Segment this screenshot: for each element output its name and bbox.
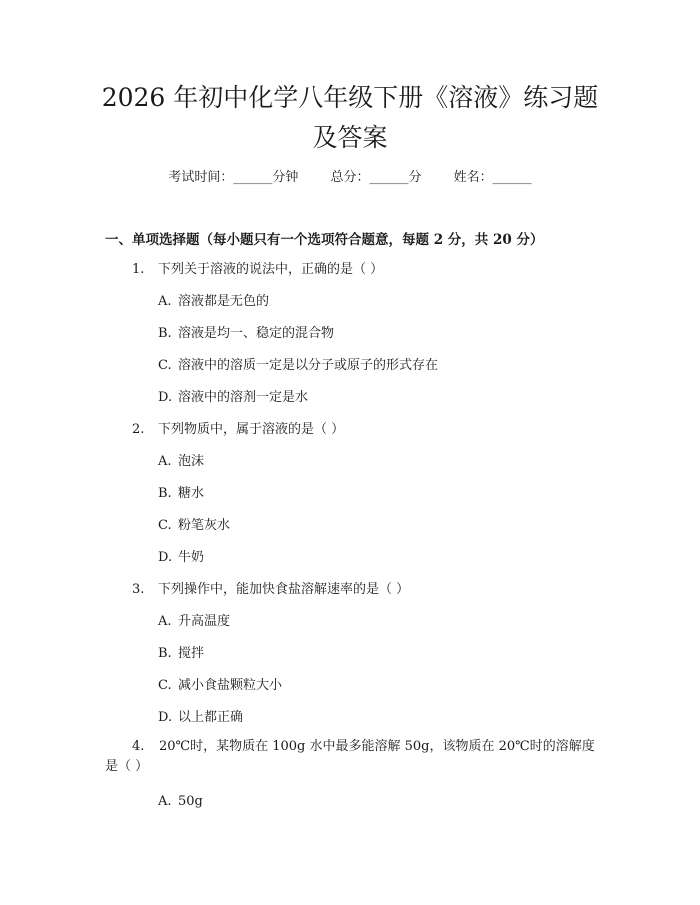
- option-letter: B.: [158, 486, 172, 501]
- question-2: [132, 420, 344, 440]
- option-letter: B.: [158, 326, 172, 341]
- question-number: 4.: [132, 739, 145, 754]
- question-number: 1.: [132, 262, 145, 277]
- question-text: 下列关于溶液的说法中，正确的是（ ）: [158, 262, 384, 277]
- option-letter: D.: [158, 390, 173, 405]
- option-3b: [158, 644, 204, 664]
- option-4a: [158, 792, 203, 812]
- option-text: 搅拌: [178, 646, 205, 661]
- title-line-2: 及答案: [312, 123, 388, 152]
- option-letter: C.: [158, 678, 172, 693]
- option-text: 溶液都是无色的: [178, 294, 270, 309]
- option-text: 溶液中的溶质一定是以分子或原子的形式存在: [178, 358, 439, 373]
- question-4: [105, 737, 595, 777]
- exam-info-line: [0, 168, 700, 188]
- total-score-field: 总分：______分: [330, 170, 422, 185]
- option-1c: [158, 356, 438, 376]
- option-3a: [158, 612, 230, 632]
- option-text: 牛奶: [178, 550, 205, 565]
- option-letter: A.: [158, 454, 172, 469]
- option-3d: [158, 708, 243, 728]
- option-letter: D.: [158, 710, 173, 725]
- option-text: 50g: [178, 794, 203, 809]
- option-letter: B.: [158, 646, 172, 661]
- option-3c: [158, 676, 282, 696]
- option-letter: A.: [158, 294, 172, 309]
- option-text: 糖水: [178, 486, 205, 501]
- option-letter: C.: [158, 518, 172, 533]
- option-text: 泡沫: [178, 454, 205, 469]
- question-text: 下列物质中，属于溶液的是（ ）: [158, 422, 345, 437]
- option-text: 升高温度: [178, 614, 231, 629]
- question-1: [132, 260, 383, 280]
- exam-time-field: 考试时间：______分钟: [168, 170, 299, 185]
- option-text: 减小食盐颗粒大小: [178, 678, 283, 693]
- document-title: [90, 78, 610, 158]
- option-text: 粉笔灰水: [178, 518, 231, 533]
- section-heading: 一、单项选择题（每小题只有一个选项符合题意，每题 2 分，共 20 分）: [105, 232, 544, 248]
- question-3: [132, 580, 409, 600]
- title-line-1: 2026 年初中化学八年级下册《溶液》练习题: [101, 83, 599, 112]
- question-text: 20℃时，某物质在 100g 水中最多能溶解 50g，该物质在 20℃时的溶解度是（ ）: [105, 739, 595, 774]
- option-text: 溶液中的溶剂一定是水: [178, 390, 309, 405]
- option-2b: [158, 484, 204, 504]
- option-1b: [158, 324, 334, 344]
- option-text: 以上都正确: [178, 710, 244, 725]
- option-1d: [158, 388, 308, 408]
- option-2a: [158, 452, 204, 472]
- option-letter: A.: [158, 794, 172, 809]
- question-text: 下列操作中，能加快食盐溶解速率的是（ ）: [158, 582, 410, 597]
- question-number: 3.: [132, 582, 145, 597]
- option-text: 溶液是均一、稳定的混合物: [178, 326, 335, 341]
- question-number: 2.: [132, 422, 145, 437]
- option-letter: D.: [158, 550, 173, 565]
- option-letter: C.: [158, 358, 172, 373]
- name-field: 姓名：______: [453, 170, 532, 185]
- option-2c: [158, 516, 230, 536]
- option-1a: [158, 292, 269, 312]
- option-letter: A.: [158, 614, 172, 629]
- option-2d: [158, 548, 204, 568]
